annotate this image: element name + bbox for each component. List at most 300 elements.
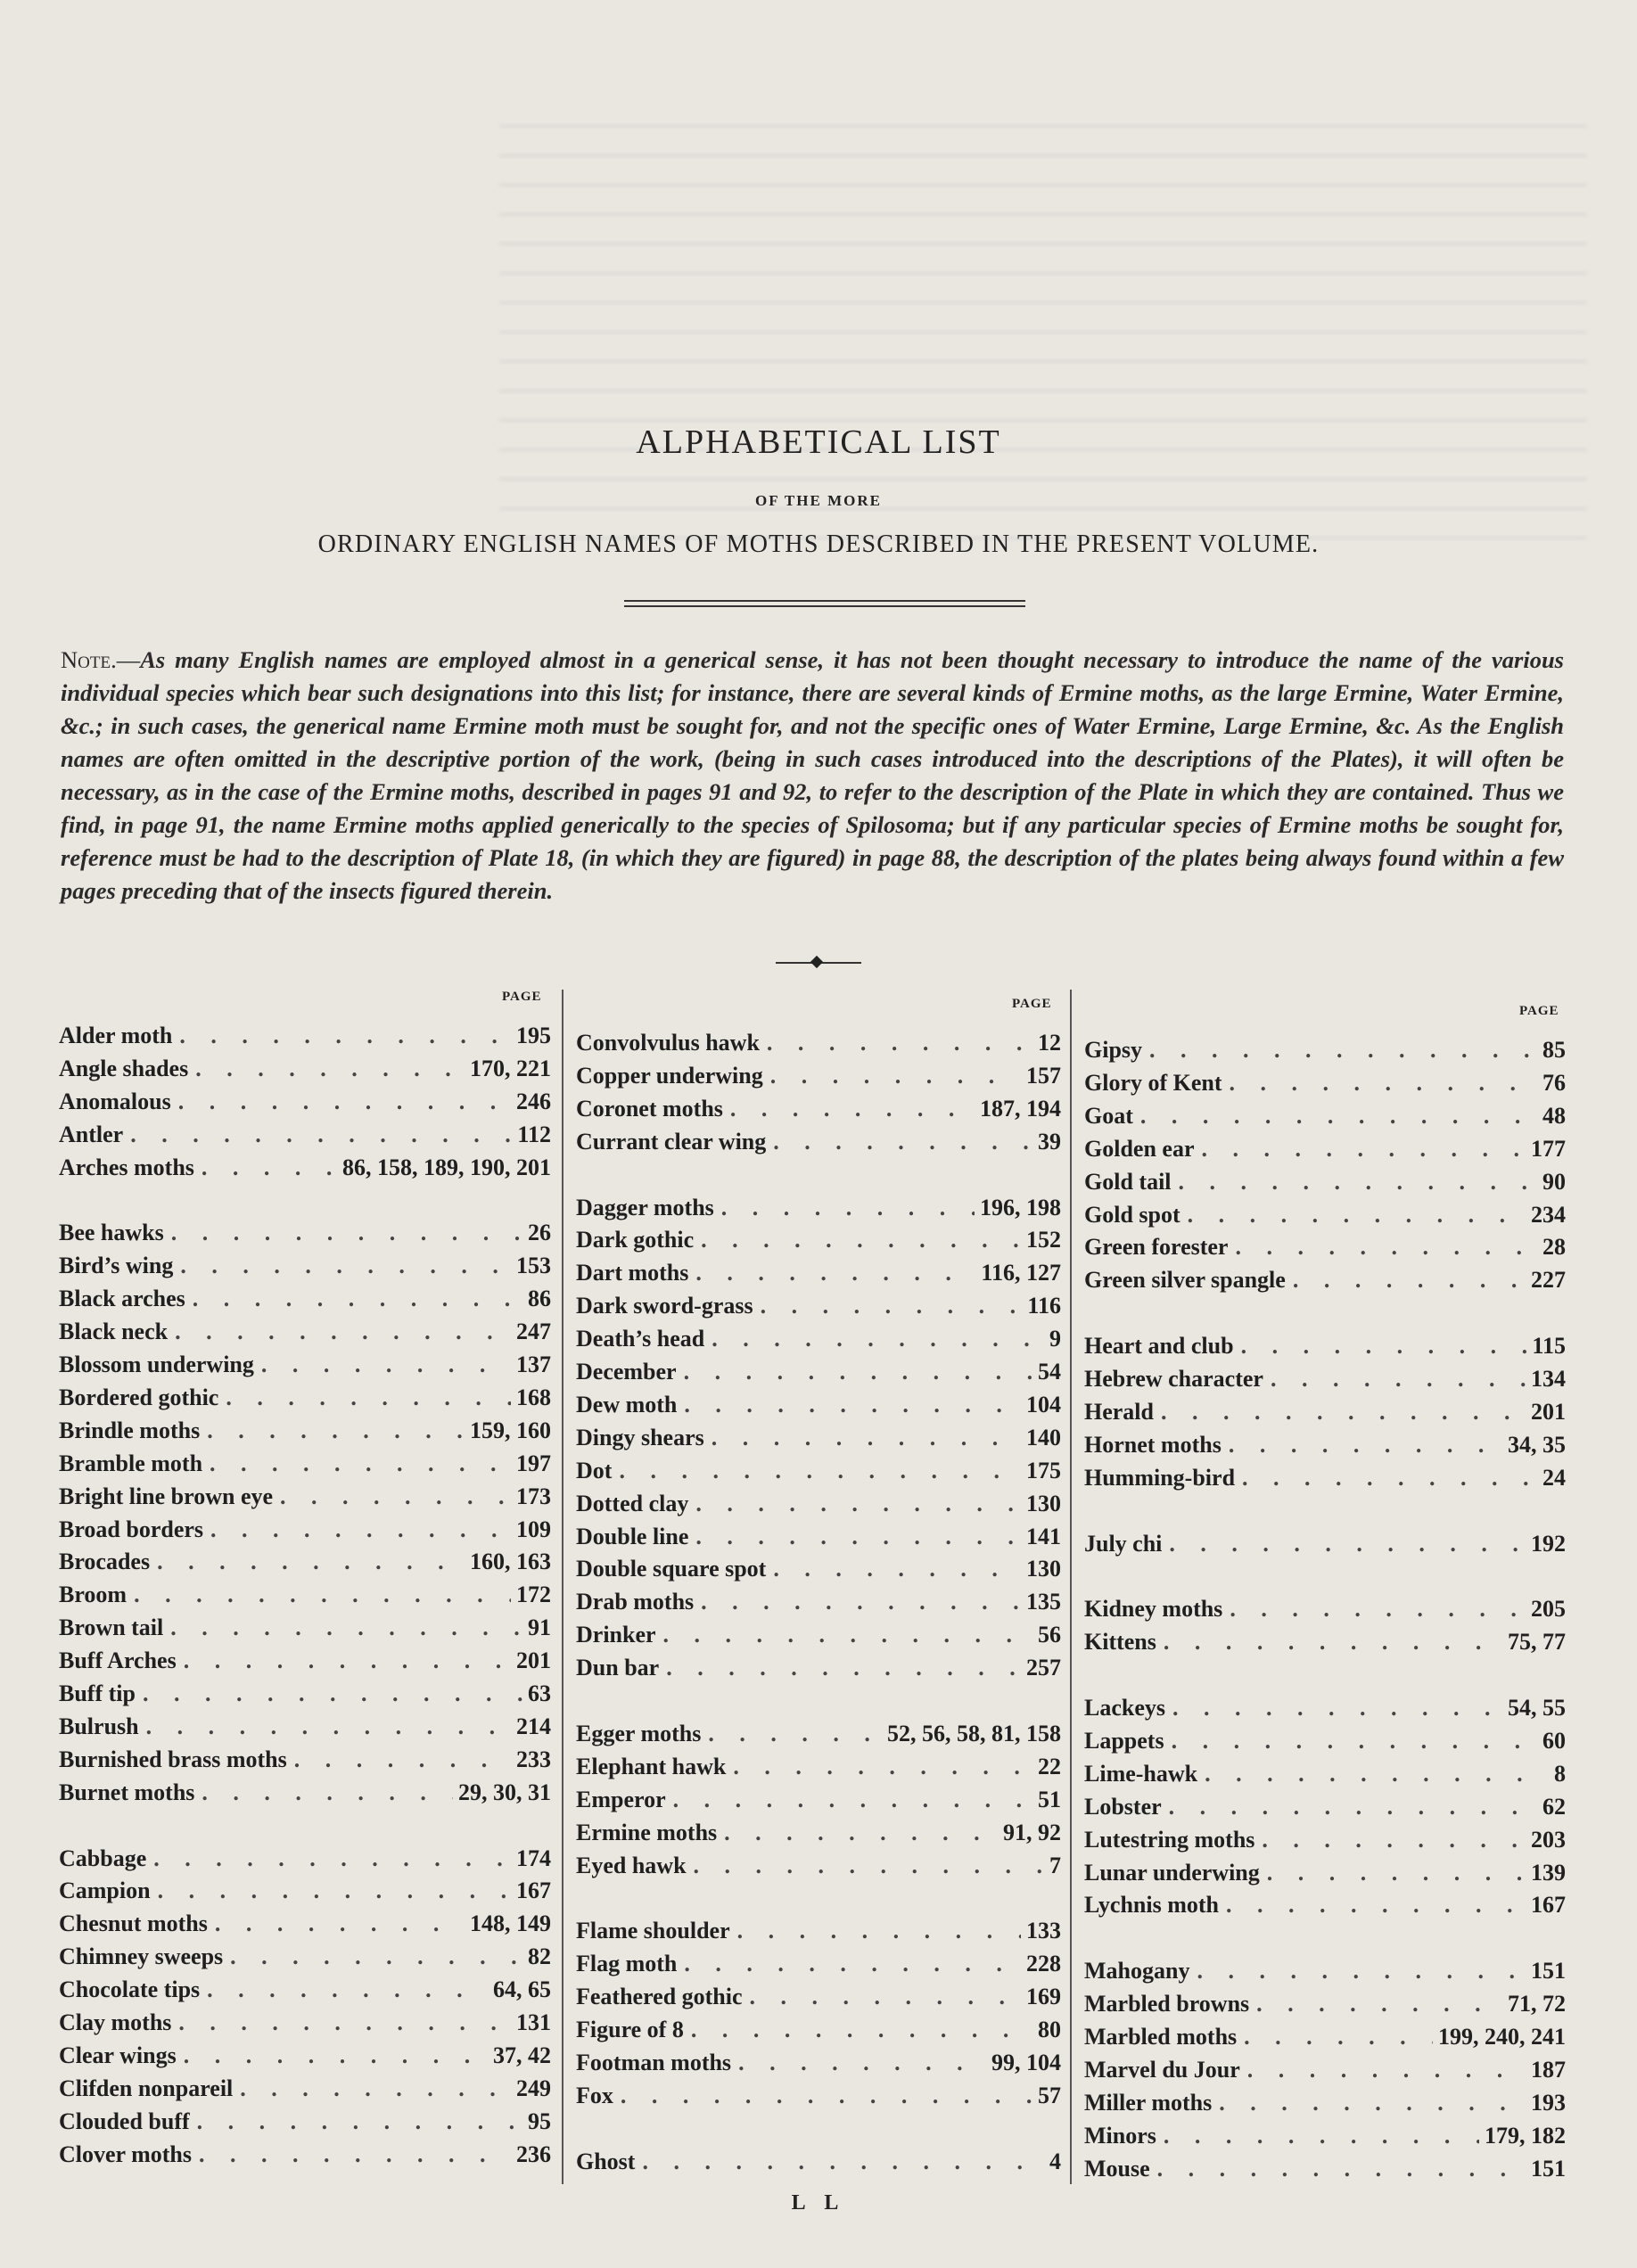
entry-name: Brocades <box>59 1549 151 1575</box>
index-column-3 <box>1084 1004 1566 2198</box>
entry-name: Dew moth <box>576 1391 678 1418</box>
entry-page: 95 <box>528 2108 551 2134</box>
entry-page: 54, 55 <box>1508 1695 1566 1721</box>
index-entry <box>1084 1725 1566 1757</box>
entry-page: 116, 127 <box>981 1260 1061 1286</box>
dot-leader <box>717 1817 998 1849</box>
dot-leader <box>208 1908 465 1940</box>
entry-page: 228 <box>1026 1951 1061 1977</box>
index-entry <box>1084 1264 1566 1296</box>
entry-name: Dun bar <box>576 1655 660 1681</box>
entry-page: 246 <box>516 1088 551 1114</box>
entry-page: 137 <box>516 1352 551 1377</box>
entry-page: 62 <box>1542 1793 1566 1820</box>
entry-page: 169 <box>1026 1984 1061 2010</box>
dot-leader <box>139 1711 511 1743</box>
index-entry <box>59 1645 551 1677</box>
dot-leader <box>677 1356 1032 1388</box>
entry-page: 167 <box>516 1878 551 1904</box>
dot-leader <box>287 1744 511 1776</box>
index-entry <box>576 1027 1061 1059</box>
entry-page: 151 <box>1531 1958 1566 1984</box>
entry-page: 174 <box>516 1845 551 1871</box>
entry-name: Minors <box>1084 2122 1156 2149</box>
index-entry <box>59 1250 551 1282</box>
entry-page: 104 <box>1026 1391 1061 1418</box>
dot-leader <box>136 1678 522 1710</box>
entry-name: Drinker <box>576 1622 656 1648</box>
entry-page: 91 <box>528 1615 551 1641</box>
entry-name: Humming-bird <box>1084 1464 1236 1491</box>
index-entry <box>1084 2054 1566 2086</box>
index-entry <box>576 1422 1061 1454</box>
entry-page: 233 <box>516 1746 551 1772</box>
entry-name: Clear wings <box>59 2042 177 2068</box>
entry-page: 26 <box>528 1220 551 1246</box>
dot-leader <box>1180 1199 1526 1231</box>
index-entry <box>59 2073 551 2105</box>
index-entry <box>576 1224 1061 1256</box>
entry-page: 64, 65 <box>493 1976 551 2003</box>
index-entry <box>576 2080 1061 2112</box>
entry-page: 134 <box>1531 1366 1566 1392</box>
entry-name: December <box>576 1359 677 1385</box>
dot-leader <box>127 1579 511 1611</box>
entry-page: 99, 104 <box>991 2049 1061 2075</box>
index-entry <box>59 1152 551 1184</box>
dot-leader <box>766 1553 1021 1585</box>
index-entry <box>576 1521 1061 1553</box>
entry-page: 167 <box>1531 1892 1566 1919</box>
dot-leader <box>1142 1034 1537 1066</box>
index-entry <box>59 2040 551 2072</box>
entry-page: 205 <box>1531 1596 1566 1623</box>
dot-leader <box>1197 1758 1549 1790</box>
index-entry <box>59 1448 551 1480</box>
entry-page: 139 <box>1531 1859 1566 1886</box>
entry-name: Convolvulus hawk <box>576 1030 760 1056</box>
entry-page: 22 <box>1038 1753 1061 1779</box>
entry-page: 7 <box>1049 1852 1061 1878</box>
entry-name: Bird’s wing <box>59 1253 174 1279</box>
entry-page: 160, 163 <box>470 1549 551 1575</box>
dot-leader <box>164 1217 522 1249</box>
entry-page: 236 <box>516 2141 551 2167</box>
dot-leader <box>1219 1889 1526 1921</box>
entry-page: 82 <box>528 1943 551 1970</box>
entry-page: 116 <box>1027 1293 1061 1319</box>
entry-page: 195 <box>516 1023 551 1048</box>
entry-page: 177 <box>1531 1135 1566 1162</box>
dot-leader <box>766 1126 1032 1158</box>
index-entry <box>576 1060 1061 1092</box>
index-entry <box>59 1514 551 1546</box>
index-entry <box>59 1612 551 1644</box>
entry-page: 76 <box>1542 1069 1566 1096</box>
entry-page: 60 <box>1542 1727 1566 1754</box>
dot-leader <box>1212 2087 1526 2119</box>
entry-name: Figure of 8 <box>576 2017 684 2042</box>
index-entry <box>576 1718 1061 1750</box>
dot-leader <box>1156 2120 1479 2152</box>
entry-page: 257 <box>1026 1655 1061 1681</box>
entry-page: 214 <box>516 1713 551 1739</box>
page-subtitle: OF THE MORE <box>755 492 882 509</box>
entry-name: Footman moths <box>576 2049 732 2075</box>
dot-leader <box>659 1652 1021 1684</box>
entry-name: Feathered gothic <box>576 1984 743 2010</box>
dot-leader <box>760 1027 1032 1059</box>
dot-leader <box>233 2073 511 2105</box>
entry-name: Brown tail <box>59 1615 164 1641</box>
index-entry <box>59 1711 551 1743</box>
dot-leader <box>254 1349 511 1381</box>
index-entry <box>59 1875 551 1907</box>
entry-page: 85 <box>1542 1037 1566 1063</box>
entry-page: 159, 160 <box>470 1417 551 1443</box>
index-entry <box>576 1356 1061 1388</box>
index-entry <box>59 1086 551 1118</box>
note-text: As many English names are employed almost in a generical sense, it has not been thought necessary to introduce the name of the various individual species which bear such designations into this list; for instance, there are several kinds of Ermine moths, as the large Ermine, Water Ermine, &c.; in such cases, the generical name Ermine moth must be sought for, and not the specific ones of Water Ermine, Large Ermine, &c. As the English names are often omitted in the descriptive portion of the work, (being in such cases introduced into the descriptions of the Plates), it will often be necessary, as in the case of the Ermine moths, described in pages 91 and 92, to refer to the description of the Plate in which they are contained. Thus we find, in page 91, the name Ermine moths applied generically to the species of Spilosoma; but if any particular species of Ermine moths be sought for, reference must be had to the description of Plate 18, (in which they are figured) in page 88, the description of the plates being always found within a few pages preceding that of the insects figured therein. <box>61 646 1564 904</box>
index-entry <box>576 1652 1061 1684</box>
dot-leader <box>635 2146 1044 2178</box>
dot-leader <box>194 1152 337 1184</box>
index-entry <box>1084 1429 1566 1461</box>
entry-page: 51 <box>1038 1786 1061 1812</box>
entry-name: Goat <box>1084 1102 1133 1129</box>
dot-leader <box>613 2080 1032 2112</box>
entry-name: Lunar underwing <box>1084 1859 1260 1886</box>
dot-leader <box>1222 1067 1537 1099</box>
index-entry <box>576 1553 1061 1585</box>
entry-name: Drab moths <box>576 1589 695 1615</box>
dot-leader <box>1263 1363 1526 1395</box>
dot-leader <box>694 1586 1021 1618</box>
entry-name: Double line <box>576 1523 689 1549</box>
entry-page: 135 <box>1026 1589 1061 1615</box>
index-column-1 <box>59 990 551 2184</box>
entry-page: 201 <box>516 1648 551 1674</box>
index-entry <box>59 2139 551 2171</box>
index-entry <box>1084 1758 1566 1790</box>
index-entry <box>1084 1100 1566 1132</box>
index-entry <box>1084 2021 1566 2053</box>
dot-leader <box>704 1422 1021 1454</box>
dot-leader <box>1154 1396 1526 1428</box>
entry-name: Dart moths <box>576 1260 689 1286</box>
entry-name: Herald <box>1084 1398 1154 1425</box>
dot-leader <box>743 1981 1021 2013</box>
index-entry <box>576 1915 1061 1947</box>
entry-page: 39 <box>1038 1128 1061 1155</box>
entry-page: 48 <box>1542 1102 1566 1129</box>
entry-name: Clover moths <box>59 2141 193 2167</box>
entry-page: 90 <box>1542 1168 1566 1195</box>
dot-leader <box>194 1777 453 1809</box>
entry-page: 148, 149 <box>470 1911 551 1937</box>
entry-page: 247 <box>516 1319 551 1345</box>
entry-page: 197 <box>516 1450 551 1476</box>
index-entry <box>576 2014 1061 2046</box>
index-entry <box>576 1586 1061 1618</box>
entry-page: 8 <box>1554 1760 1566 1787</box>
index-entry <box>576 1126 1061 1158</box>
dot-leader <box>726 1751 1032 1783</box>
entry-page: 193 <box>1531 2089 1566 2116</box>
entry-name: Chocolate tips <box>59 1976 201 2003</box>
entry-page: 130 <box>1026 1556 1061 1582</box>
entry-page: 86 <box>528 1286 551 1312</box>
entry-page: 157 <box>1026 1062 1061 1089</box>
entry-name: Golden ear <box>1084 1135 1195 1162</box>
dot-leader <box>1150 2153 1526 2185</box>
dot-leader <box>677 1948 1021 1980</box>
dot-leader <box>273 1481 511 1513</box>
entry-page: 131 <box>516 2009 551 2035</box>
dot-leader <box>753 1290 1023 1322</box>
index-entry <box>1084 1593 1566 1625</box>
index-entry <box>576 2047 1061 2079</box>
entry-page: 140 <box>1026 1424 1061 1450</box>
index-entry <box>1084 2120 1566 2152</box>
index-entry <box>576 1488 1061 1520</box>
index-entry <box>576 1751 1061 1783</box>
dot-leader <box>730 1915 1021 1947</box>
entry-page: 57 <box>1038 2082 1061 2108</box>
index-entry <box>1084 1462 1566 1494</box>
index-entry <box>1084 1857 1566 1889</box>
index-entry <box>1084 1889 1566 1921</box>
dot-leader <box>677 1389 1021 1421</box>
dot-leader <box>203 1514 511 1546</box>
entry-name: Dingy shears <box>576 1424 704 1450</box>
index-entry <box>59 1382 551 1414</box>
entry-name: Clay moths <box>59 2009 172 2035</box>
entry-name: Flame shoulder <box>576 1918 730 1944</box>
index-entry <box>576 1323 1061 1355</box>
index-column-2 <box>576 997 1061 2191</box>
entry-page: 56 <box>1038 1622 1061 1648</box>
index-entry <box>59 1415 551 1447</box>
index-entry <box>59 1020 551 1052</box>
entry-page: 133 <box>1026 1918 1061 1944</box>
entry-name: Campion <box>59 1878 151 1904</box>
index-entry <box>576 1389 1061 1421</box>
double-rule-bottom <box>624 605 1025 607</box>
page-column-label: PAGE <box>502 990 542 1004</box>
dot-leader <box>151 1875 511 1907</box>
dot-leader <box>163 1612 522 1644</box>
entry-name: Broad borders <box>59 1516 204 1542</box>
dot-leader <box>684 2014 1032 2046</box>
dot-leader <box>1249 1988 1502 2020</box>
entry-page: 9 <box>1049 1326 1061 1352</box>
page-column-label: PAGE <box>1012 997 1052 1011</box>
index-entry <box>576 1257 1061 1289</box>
dot-leader <box>192 2139 511 2171</box>
entry-name: Marbled moths <box>1084 2024 1238 2050</box>
entry-name: Ghost <box>576 2148 636 2174</box>
double-rule-top <box>624 600 1025 602</box>
index-entry <box>1084 1166 1566 1198</box>
index-entry <box>59 1316 551 1348</box>
dot-leader <box>171 2007 511 2039</box>
entry-name: Bulrush <box>59 1713 139 1739</box>
entry-name: Lychnis moth <box>1084 1892 1219 1919</box>
index-entry <box>576 1981 1061 2013</box>
entry-page: 130 <box>1026 1490 1061 1516</box>
entry-page: 28 <box>1542 1234 1566 1261</box>
dot-leader <box>688 1257 975 1289</box>
page-heading: ORDINARY ENGLISH NAMES OF MOTHS DESCRIBED IN THE PRESENT VOLUME. <box>317 530 1320 558</box>
index-entry <box>59 1579 551 1611</box>
entry-page: 199, 240, 241 <box>1438 2024 1566 2050</box>
entry-name: Lappets <box>1084 1727 1164 1754</box>
dot-leader <box>123 1119 512 1151</box>
entry-name: Lobster <box>1084 1793 1162 1820</box>
entry-page: 112 <box>517 1121 551 1147</box>
entry-page: 187, 194 <box>980 1095 1061 1122</box>
entry-page: 151 <box>1531 2155 1566 2182</box>
entry-page: 91, 92 <box>1003 1819 1061 1845</box>
entry-name: Eyed hawk <box>576 1852 687 1878</box>
dot-leader <box>1234 1330 1527 1362</box>
entry-name: Bramble moth <box>59 1450 203 1476</box>
dot-leader <box>1164 1725 1537 1757</box>
dot-leader <box>1162 1528 1526 1560</box>
entry-page: 34, 35 <box>1508 1431 1566 1458</box>
entry-name: Lackeys <box>1084 1695 1165 1721</box>
entry-name: Dot <box>576 1457 613 1483</box>
dot-leader <box>694 1224 1021 1256</box>
dot-leader <box>666 1784 1032 1816</box>
entry-name: Green forester <box>1084 1234 1229 1261</box>
entry-name: Angle shades <box>59 1055 189 1081</box>
dot-leader <box>171 1086 511 1118</box>
entry-name: Dark sword-grass <box>576 1293 753 1319</box>
index-entry <box>1084 1363 1566 1395</box>
entry-page: 152 <box>1026 1227 1061 1253</box>
entry-name: Broom <box>59 1582 128 1608</box>
entry-page: 80 <box>1038 2017 1061 2042</box>
dot-leader <box>701 1718 882 1750</box>
entry-name: Bee hawks <box>59 1220 164 1246</box>
index-entry <box>59 1119 551 1151</box>
dot-leader <box>1240 2054 1526 2086</box>
entry-name: Burnet moths <box>59 1779 195 1805</box>
index-entry <box>1084 2153 1566 2185</box>
index-entry <box>1084 1067 1566 1099</box>
dot-leader <box>185 1283 522 1315</box>
entry-name: Hornet moths <box>1084 1431 1222 1458</box>
entry-name: Lime-hawk <box>1084 1760 1198 1787</box>
entry-page: 179, 182 <box>1485 2122 1566 2149</box>
dot-leader <box>612 1455 1021 1487</box>
dot-leader <box>1189 1955 1526 1987</box>
page-title: ALPHABETICAL LIST <box>636 423 1001 461</box>
entry-page: 37, 42 <box>493 2042 551 2068</box>
entry-name: Arches moths <box>59 1154 194 1180</box>
entry-name: Miller moths <box>1084 2089 1213 2116</box>
entry-name: Currant clear wing <box>576 1128 767 1155</box>
dot-leader <box>763 1060 1021 1092</box>
entry-name: Mouse <box>1084 2155 1150 2182</box>
dot-leader <box>177 1645 511 1677</box>
index-entry <box>576 1817 1061 1849</box>
entry-name: Alder moth <box>59 1023 173 1048</box>
index-entry <box>1084 1396 1566 1428</box>
index-entry <box>576 1093 1061 1125</box>
index-entry <box>59 1843 551 1875</box>
dot-leader <box>168 1316 511 1348</box>
entry-name: Marvel du Jour <box>1084 2056 1240 2083</box>
index-entry <box>59 1744 551 1776</box>
dot-leader <box>1133 1100 1537 1132</box>
entry-name: Copper underwing <box>576 1062 763 1089</box>
index-entry <box>576 2146 1061 2178</box>
entry-page: 203 <box>1531 1826 1566 1853</box>
column-divider-2 <box>1070 990 1072 2184</box>
index-entry <box>59 1053 551 1085</box>
entry-name: Bright line brown eye <box>59 1483 274 1509</box>
index-entry <box>1084 1133 1566 1165</box>
entry-name: Kittens <box>1084 1629 1156 1656</box>
entry-name: Lutestring moths <box>1084 1826 1255 1853</box>
dot-leader <box>202 1448 511 1480</box>
dot-leader <box>1228 1231 1537 1263</box>
dot-leader <box>1172 1166 1537 1198</box>
index-entry <box>1084 1199 1566 1231</box>
index-entry <box>59 1546 551 1578</box>
dot-leader <box>688 1521 1021 1553</box>
entry-page: 153 <box>516 1253 551 1279</box>
dot-leader <box>177 2040 488 2072</box>
entry-page: 249 <box>516 2075 551 2101</box>
entry-name: Green silver spangle <box>1084 1267 1286 1294</box>
index-entry <box>1084 1034 1566 1066</box>
entry-page: 175 <box>1026 1457 1061 1483</box>
dot-leader <box>200 1415 465 1447</box>
index-entry <box>59 1941 551 1973</box>
entry-name: Elephant hawk <box>576 1753 727 1779</box>
entry-page: 75, 77 <box>1508 1629 1566 1656</box>
entry-name: Burnished brass moths <box>59 1746 287 1772</box>
dot-leader <box>188 1053 465 1085</box>
index-entry <box>576 1192 1061 1224</box>
entry-name: Ermine moths <box>576 1819 718 1845</box>
dot-leader <box>200 1974 488 2006</box>
index-entry <box>1084 1791 1566 1823</box>
dot-leader <box>688 1488 1021 1520</box>
dot-leader <box>656 1619 1032 1651</box>
entry-name: Gold spot <box>1084 1201 1180 1228</box>
index-entry <box>59 1908 551 1940</box>
index-entry <box>576 1948 1061 1980</box>
entry-page: 52, 56, 58, 81, 158 <box>887 1720 1061 1746</box>
entry-name: Egger moths <box>576 1720 702 1746</box>
entry-page: 172 <box>516 1582 551 1608</box>
entry-name: Double square spot <box>576 1556 767 1582</box>
entry-page: 24 <box>1542 1464 1566 1491</box>
entry-name: Flag moth <box>576 1951 678 1977</box>
dot-leader <box>218 1382 511 1414</box>
index-entry <box>59 1678 551 1710</box>
entry-page: 71, 72 <box>1508 1991 1566 2017</box>
entry-page: 115 <box>1532 1333 1566 1360</box>
index-entry <box>576 1455 1061 1487</box>
index-entry <box>59 1481 551 1513</box>
index-entry <box>1084 1528 1566 1560</box>
